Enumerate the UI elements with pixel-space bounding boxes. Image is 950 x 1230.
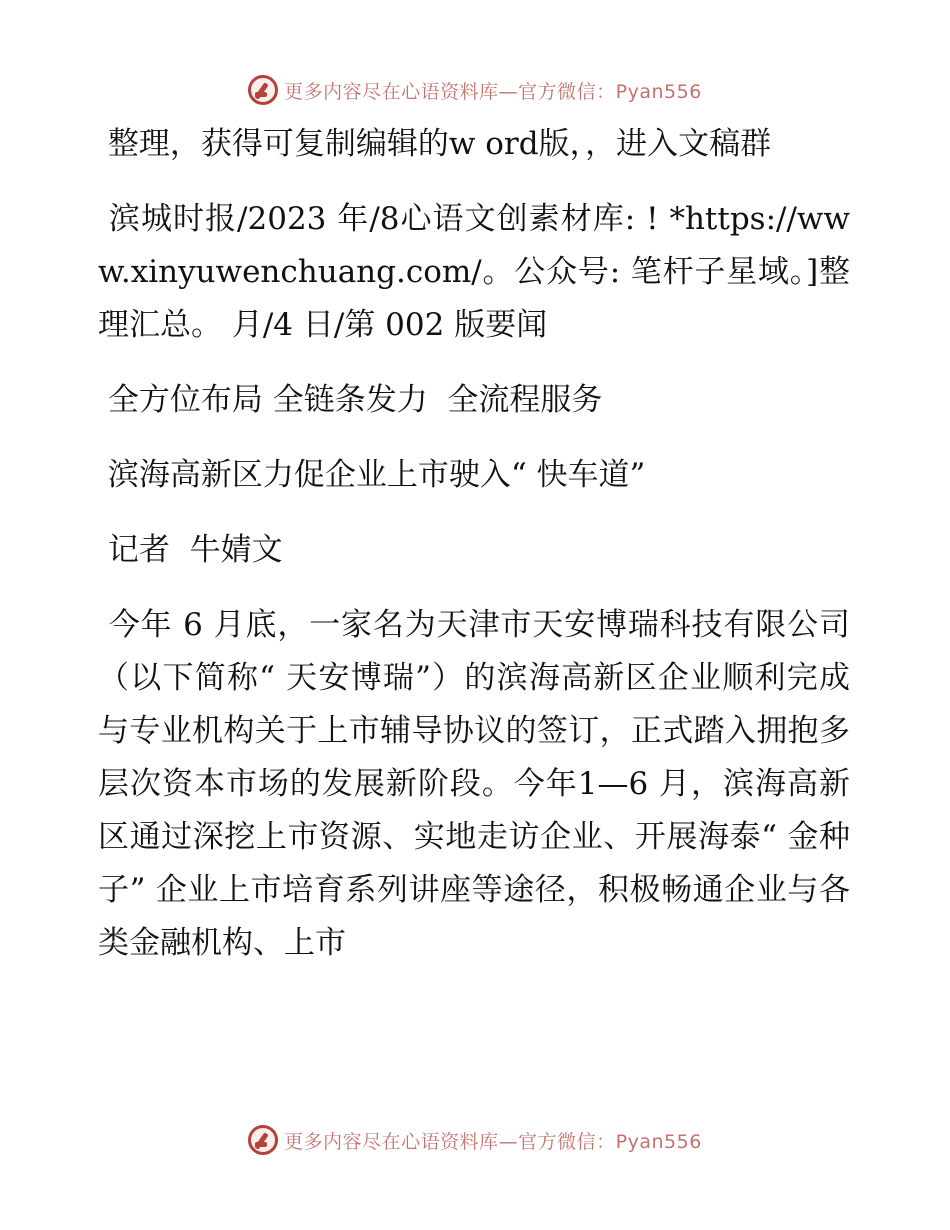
watermark-text: 更多内容尽在心语资料库—官方微信：Pyan556 bbox=[284, 1130, 702, 1153]
article-headline: 滨海高新区力促企业上市驶入“ 快车道” bbox=[98, 457, 646, 493]
article-kicker: 全方位布局 全链条发力 全流程服务 bbox=[98, 382, 603, 418]
header-watermark-banner bbox=[0, 70, 950, 110]
pen-circle-logo-icon bbox=[248, 75, 278, 105]
watermark-text: 更多内容尽在心语资料库—官方微信：Pyan556 bbox=[284, 80, 702, 103]
footer-watermark-banner bbox=[0, 1120, 950, 1160]
pen-circle-logo-icon bbox=[248, 1125, 278, 1155]
article-byline: 记者 牛婧文 bbox=[98, 532, 283, 568]
paragraph-intro-note: 整理，获得可复制编辑的w ord版，，进入文稿群 bbox=[98, 126, 772, 162]
paragraph-source-line: 滨城时报/2023 年/8心语文创素材库: ! *https://www.xinyuwenchuang.com/。公众号: 笔杆子星域。]整理汇总。 月/4 日/第 002 版要闻 bbox=[98, 201, 850, 343]
document-body bbox=[98, 118, 850, 992]
article-body-paragraph: 今年 6 月底，一家名为天津市天安博瑞科技有限公司（以下简称“ 天安博瑞”）的滨海高新区企业顺利完成与专业机构关于上市辅导协议的签订，正式踏入拥抱多层次资本市场的发展新阶段。今年1—6 月，滨海高新区通过深挖上市资源、实地走访企业、开展海泰“ 金种子” 企业上市培育系列讲座等途径，积极畅通企业与各类金融机构、上市 bbox=[98, 607, 850, 961]
